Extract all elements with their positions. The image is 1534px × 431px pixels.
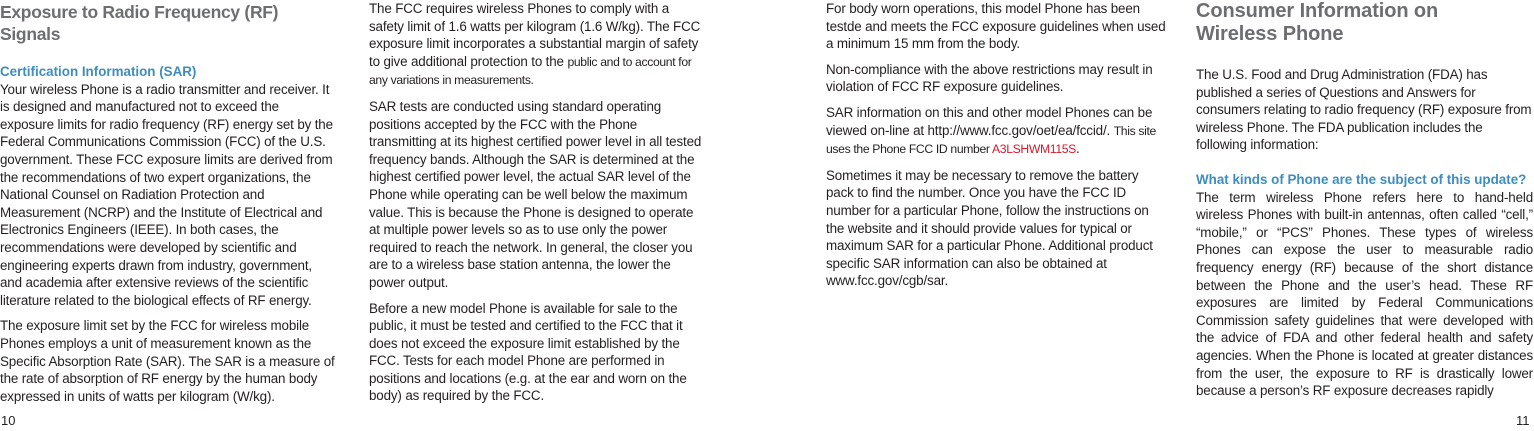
paragraph: The U.S. Food and Drug Administration (FDA) has published a series of Questions and Answers for consumers relating to radio frequency (RF) exposure from wireless Phone. The FDA publication includes the following information:	[1196, 67, 1532, 153]
paragraph: For body worn operations, this model Phone has been testde and meets the FCC exposure guidelines when used a minimum 15 mm from the body.	[826, 1, 1166, 52]
paragraph	[826, 104, 1166, 159]
column-4	[1196, 0, 1533, 400]
subhead-what-kinds: What kinds of Phone are the subject of this update?	[1196, 171, 1527, 187]
period: .	[1075, 141, 1080, 157]
paragraph: Non-compliance with the above restrictions may result in violation of FCC RF exposure guidelines.	[826, 61, 1153, 95]
title-line: Consumer Information on	[1196, 0, 1439, 22]
paragraph: Before a new model Phone is available for sale to the public, it must be tested and certified to the FCC that it does not exceed the exposure limit established by the FCC. Tests for each model Phone are performed in positions and locations (e.g. at the ear and worn on the body) as required by the FCC.	[369, 300, 687, 404]
column-3	[826, 0, 1166, 290]
paragraph-text-condensed: This site uses the Phone FCC ID number	[826, 123, 1156, 157]
fcc-id: A3LSHWM115S	[991, 142, 1076, 157]
paragraph: Sometimes it may be necessary to remove the battery pack to find the number. Once you have the FCC ID number for a particular Phone, follow the instructions on the website and it should provide values for typical or maximum SAR for a particular Phone. Additional product specific SAR information can also be obtained at www.fcc.gov/cgb/sar.	[826, 167, 1153, 289]
section-title-consumer-info	[1196, 0, 1533, 46]
paragraph: The exposure limit set by the FCC for wireless mobile Phones employs a unit of measurement known as the Specific Absorption Rate (SAR). The SAR is a measure of the rate of absorption of RF energy by the human body expressed in units of watts per kilogram (W/kg).	[0, 318, 335, 404]
paragraph: SAR tests are conducted using standard operating positions accepted by the FCC with the Phone transmitting at its highest certified power level in all tested frequency bands. Although the SAR is determined at the highest certified power level, the actual SAR level of the Phone while operating can be well below the maximum value. This is because the Phone is designed to operate at multiple power levels so as to use only the power required to reach the network. In general, the closer you are to a wireless base station antenna, the lower the power output.	[369, 98, 702, 290]
column-1	[0, 0, 336, 405]
page-number-left: 10	[1, 413, 16, 428]
paragraph: Your wireless Phone is a radio transmitter and receiver. It is designed and manufactured not to exceed the exposure limits for radio frequency (RF) energy set by the Federal Communications Commission (FCC) of the U.S. government. These FCC exposure limits are derived from the recommendations of two expert organizations, the National Counsel on Radiation Protection and Measurement (NCRP) and the Institute of Electrical and Electronics Engineers (IEEE). In both cases, the recommendations were developed by scientific and engineering experts drawn from industry, government, and academia after extensive reviews of the scientific literature related to the biological effects of RF energy.	[0, 81, 333, 308]
section-title-rf-exposure: Exposure to Radio Frequency (RF) Signals	[0, 2, 279, 44]
paragraph-text: The FCC requires wireless Phones to comply with a safety limit of 1.6 watts per kilogram (1.6 W/kg). The FCC exposure limit incorporates a substantial margin of safety to give additional protection to the	[369, 1, 701, 69]
paragraph	[369, 0, 707, 90]
title-line: Wireless Phone	[1196, 23, 1344, 45]
paragraph-text-condensed: public and to account for any variations in measurements.	[369, 54, 692, 88]
column-2	[369, 0, 707, 405]
subhead-certification: Certification Information (SAR)	[0, 64, 197, 79]
paragraph-text: SAR information on this and other model Phones can be viewed on-line at http://www.fcc.gov/oet/ea/fccid/.	[826, 104, 1153, 138]
page-number-right: 11	[1516, 413, 1530, 428]
paragraph: The term wireless Phone refers here to hand-held wireless Phones with built-in antennas, often called “cell,” “mobile,” or “PCS” Phones. These types of wireless Phones can expose the user to measurable radio frequency energy (RF) because of the short distance between the Phone and the user’s head. These RF exposures are limited by Federal Communications Commission safety guidelines that were developed with the advice of FDA and other federal health and safety agencies. When the Phone is located at greater distances from the user, the exposure to RF is drastically lower because a person’s RF exposure decreases rapidly	[1196, 189, 1533, 399]
